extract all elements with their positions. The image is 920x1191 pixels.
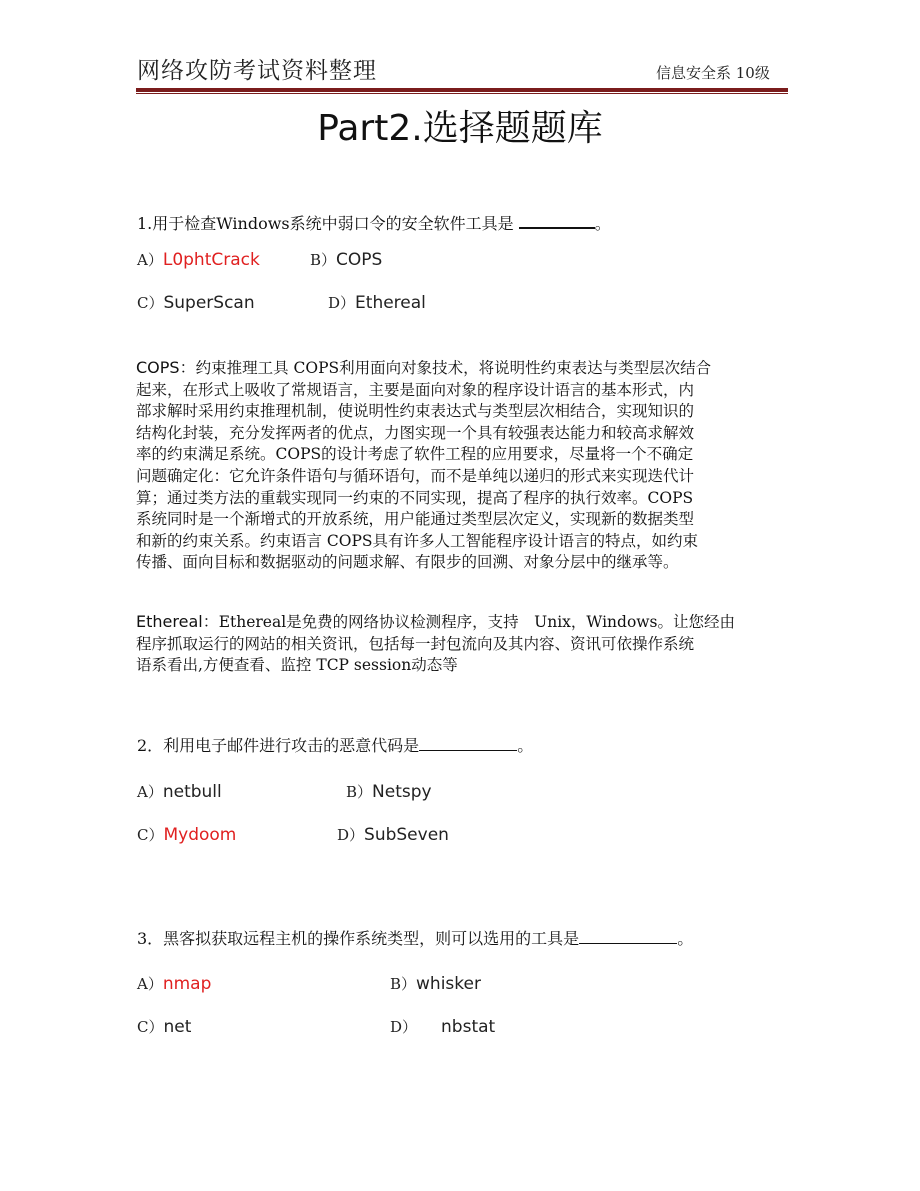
question-1-option-c: C）SuperScan xyxy=(137,293,255,313)
question-3-stem: 3．黑客拟获取远程主机的操作系统类型，则可以选用的工具是 。 xyxy=(137,929,694,948)
question-1-option-d: D）Ethereal xyxy=(328,293,426,313)
document-header-department: 信息安全系 10级 xyxy=(656,64,770,82)
question-3-option-b: B）whisker xyxy=(390,974,481,994)
header-rule-thin xyxy=(136,93,788,94)
ethereal-explanation: Ethereal：Ethereal是免费的网络协议检测程序，支持 Unix，Windows。让您经由 程序抓取运行的网站的相关资讯，包括每一封包流向及其内容、资讯可依操作系统 语系看出,方便查看、监控 TCP session动态等 xyxy=(136,612,736,675)
header-rule-thick xyxy=(136,88,788,92)
question-2-option-a: A）netbull xyxy=(137,782,222,802)
answer-blank xyxy=(579,943,677,944)
answer-blank xyxy=(419,750,517,751)
question-2-option-b: B）Netspy xyxy=(346,782,432,802)
ethereal-lead: Ethereal： xyxy=(136,612,219,631)
question-2-stem: 2．利用电子邮件进行攻击的恶意代码是 。 xyxy=(137,736,534,755)
part-title: Part2.选择题题库 xyxy=(317,108,603,149)
question-1-option-a: A）L0phtCrack xyxy=(137,250,260,270)
question-3-option-d: D） nbstat xyxy=(390,1017,496,1037)
question-3-option-a: A）nmap xyxy=(137,974,212,994)
question-stem-text: 2．利用电子邮件进行攻击的恶意代码是 xyxy=(137,736,420,755)
cops-lead: COPS： xyxy=(136,358,196,377)
question-stem-text: 3．黑客拟获取远程主机的操作系统类型，则可以选用的工具是 xyxy=(137,929,580,948)
answer-blank xyxy=(519,227,595,229)
question-2-option-d: D）SubSeven xyxy=(337,825,449,845)
question-stem-text: 1.用于检查Windows系统中弱口令的安全软件工具是 xyxy=(137,214,514,233)
question-1-stem: 1.用于检查Windows系统中弱口令的安全软件工具是 。 xyxy=(137,214,611,233)
question-1-option-b: B）COPS xyxy=(310,250,383,270)
question-2-option-c: C）Mydoom xyxy=(137,825,237,845)
cops-explanation: COPS：约束推理工具 COPS利用面向对象技术，将说明性约束表达与类型层次结合 起来，在形式上吸收了常规语言，主要是面向对象的程序设计语言的基本形式，内 部求解时采用约束推理机制，使说明性约束表达式与类型层次相结合，实现知识的 结构化封装，充分发挥两者的优点，力图实现一个具有较强表达能力和较高求解效 率的约束满足系统。COPS的设计考虑了软件工程的应用要求，尽量将一个不确定 问题确定化：它允许条件语句与循环语句，而不是单纯以递归的形式来实现迭代计 算；通过类方法的重载实现同一约束的不同实现，提高了程序的执行效率。COPS 系统同时是一个渐增式的开放系统，用户能通过类型层次定义，实现新的数据类型 和新的约束关系。约束语言 COPS具有许多人工智能程序设计语言的特点，如约束 传播、面向目标和数据驱动的问题求解、有限步的回溯、对象分层中的继承等。 xyxy=(136,358,712,572)
question-3-option-c: C）net xyxy=(137,1017,192,1037)
document-header-title: 网络攻防考试资料整理 xyxy=(137,58,377,84)
